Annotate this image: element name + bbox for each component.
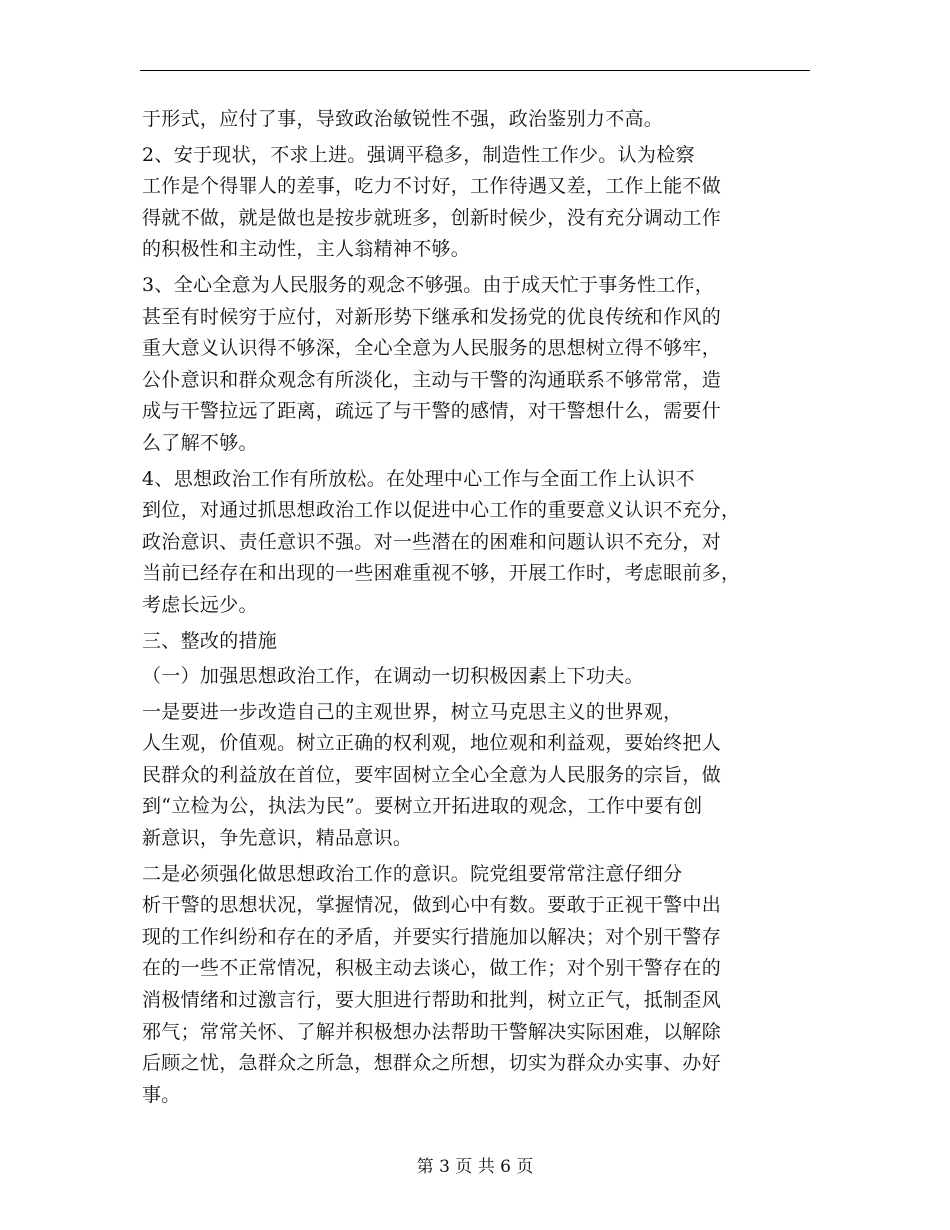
text-line: 到位，对通过抓思想政治工作以促进中心工作的重要意义认识不充分，	[142, 499, 741, 522]
text-line: （一）加强思想政治工作，在调动一切积极因素上下功夫。	[142, 665, 644, 688]
document-body	[142, 104, 814, 1111]
paragraph	[142, 104, 814, 136]
text-line: 在的一些不正常情况，积极主动去谈心，做工作；对个别干警存在的	[142, 957, 722, 980]
text-line: 当前已经存在和出现的一些困难重视不够，开展工作时，考虑眼前多，	[142, 562, 741, 585]
text-line: 到“立检为公，执法为民”。要树立开拓进取的观念，工作中要有创	[142, 795, 703, 818]
paragraph	[142, 270, 814, 460]
text-line: 人生观，价值观。树立正确的权利观，地位观和利益观，要始终把人	[142, 732, 722, 755]
text-line: 一是要进一步改造自己的主观世界，树立马克思主义的世界观，	[142, 700, 683, 723]
text-line: 得就不做，就是做也是按步就班多，创新时候少，没有充分调动工作	[142, 206, 722, 229]
text-line: 3、全心全意为人民服务的观念不够强。由于成天忙于事务性工作，	[142, 273, 715, 296]
text-line: 4、思想政治工作有所放松。在处理中心工作与全面工作上认识不	[142, 467, 695, 490]
paragraph	[142, 626, 814, 658]
text-line: 于形式，应付了事，导致政治敏锐性不强，政治鉴别力不高。	[142, 108, 664, 130]
text-line: 公仆意识和群众观念有所淡化，主动与干警的沟通联系不够常常，造	[142, 368, 722, 391]
text-line: 甚至有时候穷于应付，对新形势下继承和发扬党的优良传统和作风的	[142, 305, 722, 328]
paragraph	[142, 859, 814, 1112]
text-line: 三、整改的措施	[142, 629, 278, 652]
header-rule	[140, 70, 810, 71]
text-line: 工作是个得罪人的差事，吃力不讨好，工作待遇又差，工作上能不做	[142, 175, 722, 198]
text-line: 后顾之忧，急群众之所急，想群众之所想，切实为群众办实事、办好	[142, 1052, 722, 1075]
text-line: 析干警的思想状况，掌握情况，做到心中有数。要敢于正视干警中出	[142, 894, 722, 917]
text-line: 么了解不够。	[142, 431, 258, 454]
paragraph	[142, 140, 814, 266]
text-line: 邪气；常常关怀、了解并积极想办法帮助干警解决实际困难，以解除	[142, 1020, 722, 1043]
page-number: 第 3 页 共 6 页	[416, 1157, 534, 1177]
paragraph	[142, 697, 814, 855]
paragraph	[142, 464, 814, 622]
text-line: 民群众的利益放在首位，要牢固树立全心全意为人民服务的宗旨，做	[142, 763, 722, 786]
text-line: 的积极性和主动性，主人翁精神不够。	[142, 238, 471, 261]
text-line: 成与干警拉远了距离，疏远了与干警的感情，对干警想什么，需要什	[142, 400, 722, 423]
text-line: 二是必须强化做思想政治工作的意识。院党组要常常注意仔细分	[142, 862, 683, 885]
paragraph	[142, 661, 814, 693]
text-line: 新意识，争先意识，精品意识。	[142, 827, 413, 850]
text-line: 消极情绪和过激言行，要大胆进行帮助和批判，树立正气，抵制歪风	[142, 989, 722, 1012]
text-line: 2、安于现状，不求上进。强调平稳多，制造性工作少。认为检察	[142, 143, 695, 166]
text-line: 政治意识、责任意识不强。对一些潜在的困难和问题认识不充分，对	[142, 530, 722, 553]
text-line: 事。	[142, 1083, 181, 1106]
text-line: 考虑长远少。	[142, 593, 258, 616]
text-line: 现的工作纠纷和存在的矛盾，并要实行措施加以解决；对个别干警存	[142, 925, 722, 948]
text-line: 重大意义认识得不够深，全心全意为人民服务的思想树立得不够牢，	[142, 337, 722, 360]
